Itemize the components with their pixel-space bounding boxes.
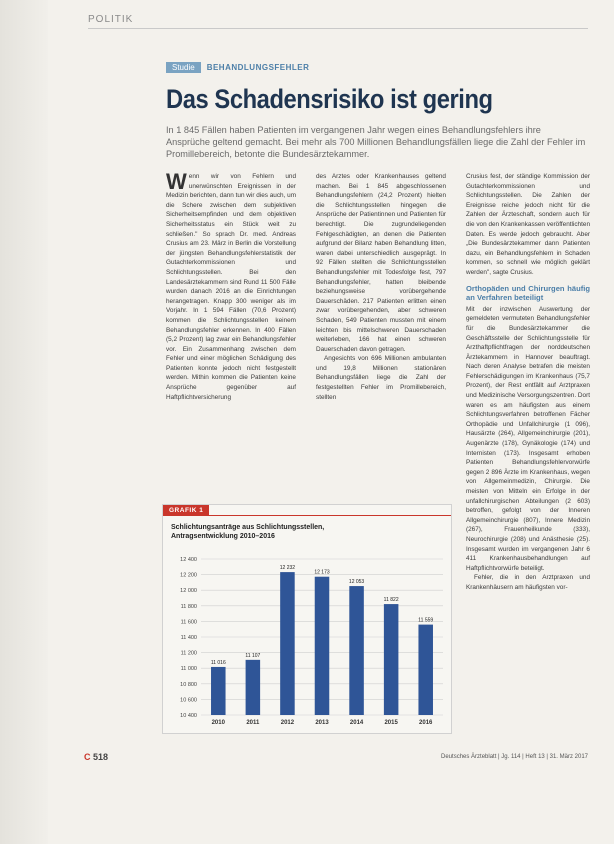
column-1 (166, 169, 297, 401)
tag-box: Studie (166, 62, 201, 73)
tag-text: BEHANDLUNGSFEHLER (206, 63, 310, 72)
column-1-text: enn wir von Fehlern und unerwünschten Ereignissen in der Medizin berichten, dann tun wir dies auch, um die Schere zwischen dem subjektiven Sicherheitsempfinden und dem objektiven Sicherheitsstatus ein Stück weit zu schließen." So sprach Dr. med. Andreas Crusius am 23. März in Berlin die Vorstellung der jüngsten Behandlungsfehlerstatistik der Gutachterkommissionen und Schlichtungsstellen. Bei den Landesärztekammern sind Rund 11 500 Fälle wurden danach 2016 an die Einrichtungen herangetragen. Knapp 300 weniger als im Vorjahr. In 1 594 Fällen (70,6 Prozent) kommen die Schlichtungsstellen keinem Behandlungsfehler erkennen. In 400 Fällen (5,2 Prozent) lag zwar ein Behandlungsfehler vor. Ein Zusammenhang zwischen dem Fehler und einer möglichen Schädigung des Patienten konnte jedoch nicht festgestellt werden. Mithin kommen die Patienten keine Ansprüche gegenüber auf Haftpflichtversicherung (166, 173, 297, 401)
figure-title-line-1: Schlichtungsanträge aus Schlichtungsstellen, (171, 524, 325, 531)
column-3-subhead: Orthopäden und Chirurgen häufig an Verfahren beteiligt (466, 283, 590, 303)
x-tick-label: 2014 (349, 720, 364, 726)
bar-value-label: 11 107 (245, 652, 261, 659)
page-gutter-shadow (0, 0, 48, 844)
figure-title-line-2: Antragsentwicklung 2010–2016 (171, 533, 275, 540)
bar-2015 (384, 604, 399, 715)
bar-2011 (246, 660, 261, 715)
bar-2010 (211, 667, 226, 715)
column-2 (316, 172, 446, 464)
page-number-value: 518 (93, 752, 109, 762)
bar-2012 (280, 572, 295, 715)
section-divider (88, 28, 588, 29)
bar-2013 (315, 577, 330, 715)
y-tick-label: 12 200 (180, 572, 197, 579)
figure-title (171, 523, 324, 541)
bar-chart (163, 545, 451, 733)
headline: Das Schadensrisiko ist gering (166, 84, 493, 114)
footer-citation: Deutsches Ärzteblatt | Jg. 114 | Heft 13 | 31. März 2017 (441, 754, 588, 760)
x-tick-label: 2015 (384, 720, 398, 726)
y-tick-label: 10 800 (180, 681, 197, 688)
figure-box (162, 504, 452, 734)
x-tick-label: 2010 (211, 720, 225, 726)
x-tick-label: 2011 (246, 720, 260, 726)
page-prefix: C (84, 752, 91, 762)
section-label: POLITIK (88, 14, 134, 25)
column-3 (466, 172, 590, 732)
figure-tab: GRAFIK 1 (163, 505, 209, 516)
bar-2016 (418, 625, 433, 715)
x-tick-label: 2012 (280, 720, 295, 726)
bar-value-label: 12 232 (279, 565, 296, 572)
column-3-paragraph-3: Fehler, die in den Arztpraxen und Krankenhäusern am häufigsten vor- (466, 574, 590, 591)
bar-2014 (349, 586, 364, 715)
y-tick-label: 11 600 (180, 619, 197, 626)
bar-value-label: 12 173 (314, 569, 330, 576)
bar-value-label: 11 016 (210, 659, 226, 666)
y-tick-label: 10 400 (180, 713, 197, 719)
column-3-paragraph-1: Crusius fest, der ständige Kommission der Gutachterkommissionen und Schlichtungsstellen. Die Zahlen der Ereignisse reiche jedoch nicht für die Zahlen der Ärzteschaft, sondern auch für die von den Krankenkassen veröffentlichten Daten. Es werde jedoch gebraucht. Aber „Die Bundesärztekammer dann Patienten dazu, ein Behandlungsfehlern in Schaden kommen, so schnell wie möglich geklärt werden", sagte Crusius. (466, 173, 590, 276)
column-2-paragraph-2: Angesichts von 696 Millionen ambulanten und 19,8 Millionen stationären Behandlungsfällen liege die Zahl der festgestellten Fehler im Promillebereich, stellten (316, 355, 446, 401)
column-2-paragraph-1: des Arztes oder Krankenhauses geltend machen. Bei 1 845 abgeschlossenen Behandlungsfehlern (24,2 Prozent) hielten die Schlichtungsstellen hingegen die Ansprüche der Patientinnen und Patienten für berechtigt. Die zugrundeliegenden Fehlgeschädigten, an denen die Patienten aufgrund der Bilanz haben Behandlung litten, waren dabei unterschiedlich ausgeprägt. In 92 Fällen stellten die Schlichtungsstellen Behandlungsfehler mit Todesfolge fest, 797 Behandlungsfehler, hatten bleibende beziehungsweise vorübergehende Dauerschäden. 217 Patienten erlitten einen zwar vorübergehenden, aber schweren Schaden, 549 Patienten mussten mit einem leichten bis mittelschweren Dauerschaden weiterleben, 166 hat einen schweren Dauerschaden davon getragen. (316, 173, 446, 353)
bar-value-label: 11 822 (383, 597, 399, 604)
y-tick-label: 11 000 (180, 666, 197, 673)
y-tick-label: 11 200 (180, 650, 197, 657)
x-tick-label: 2013 (315, 720, 329, 726)
y-tick-label: 11 800 (180, 603, 197, 610)
bar-value-label: 11 559 (418, 617, 434, 624)
y-tick-label: 12 400 (180, 557, 197, 563)
bar-value-label: 12 053 (348, 579, 365, 586)
y-tick-label: 11 400 (180, 635, 197, 641)
lead-paragraph: In 1 845 Fällen haben Patienten im vergangenen Jahr wegen eines Behandlungsfehlers ihre Ansprüche geltend gemacht. Bei mehr als 700 Millionen Behandlungsfällen liege die Zahl der Fehler im Promillebereich, betonte die Bundesärztekammer. (166, 125, 586, 159)
page-number (84, 752, 108, 762)
y-tick-label: 10 600 (180, 697, 197, 704)
y-tick-label: 12 000 (180, 588, 197, 595)
dropcap: W (166, 169, 187, 194)
column-3-paragraph-2: Mit der inzwischen Auswertung der gemeldeten vermuteten Behandlungsfehler für die Bundesärztekammer die Geschäftsstelle der Schlichtungsstelle für Arzthaftpflichtfragen der norddeutschen Ärztekammern in Hannover beauftragt. Nach deren Analyse betrafen die meisten Fehlerschädigungen im Krankenhaus (75,7 Prozent), der Rest entfällt auf Arztpraxen und Medizinische Versorgungszentren. Dort waren es am häufigsten aus einem Schlichtungsverfahren betroffenen Fächer Orthopädie und Unfallchirurgie (1 096), Hausärzte (264), Allgemeinchirurgie (201), Augenärzte (178), Gynäkologie (174) und Internisten (173). Insgesamt erhoben Patienten Behandlungsfehlervorwürfe gegen 2 896 Ärzte im Krankenhaus, wegen von Allgemeinmedizin, Chirurgie. Die meisten von Mitteln ein Erfolge in der unfallchirurgischen Abteilungen (2 603) betroffen, gefolgt von der Inneren Allgemeinchirurgie (807), Innere Medizin (267), Frauenheilkunde (333), Neurochirurgie (208) und Anästhesie (25). Insgesamt wurden im vergangenen Jahr 6 411 Krankenhausbehandlungen auf Haftpflichtvorwürfe beteiligt. (466, 305, 590, 572)
article-tag (166, 62, 309, 73)
x-tick-label: 2016 (419, 720, 433, 726)
